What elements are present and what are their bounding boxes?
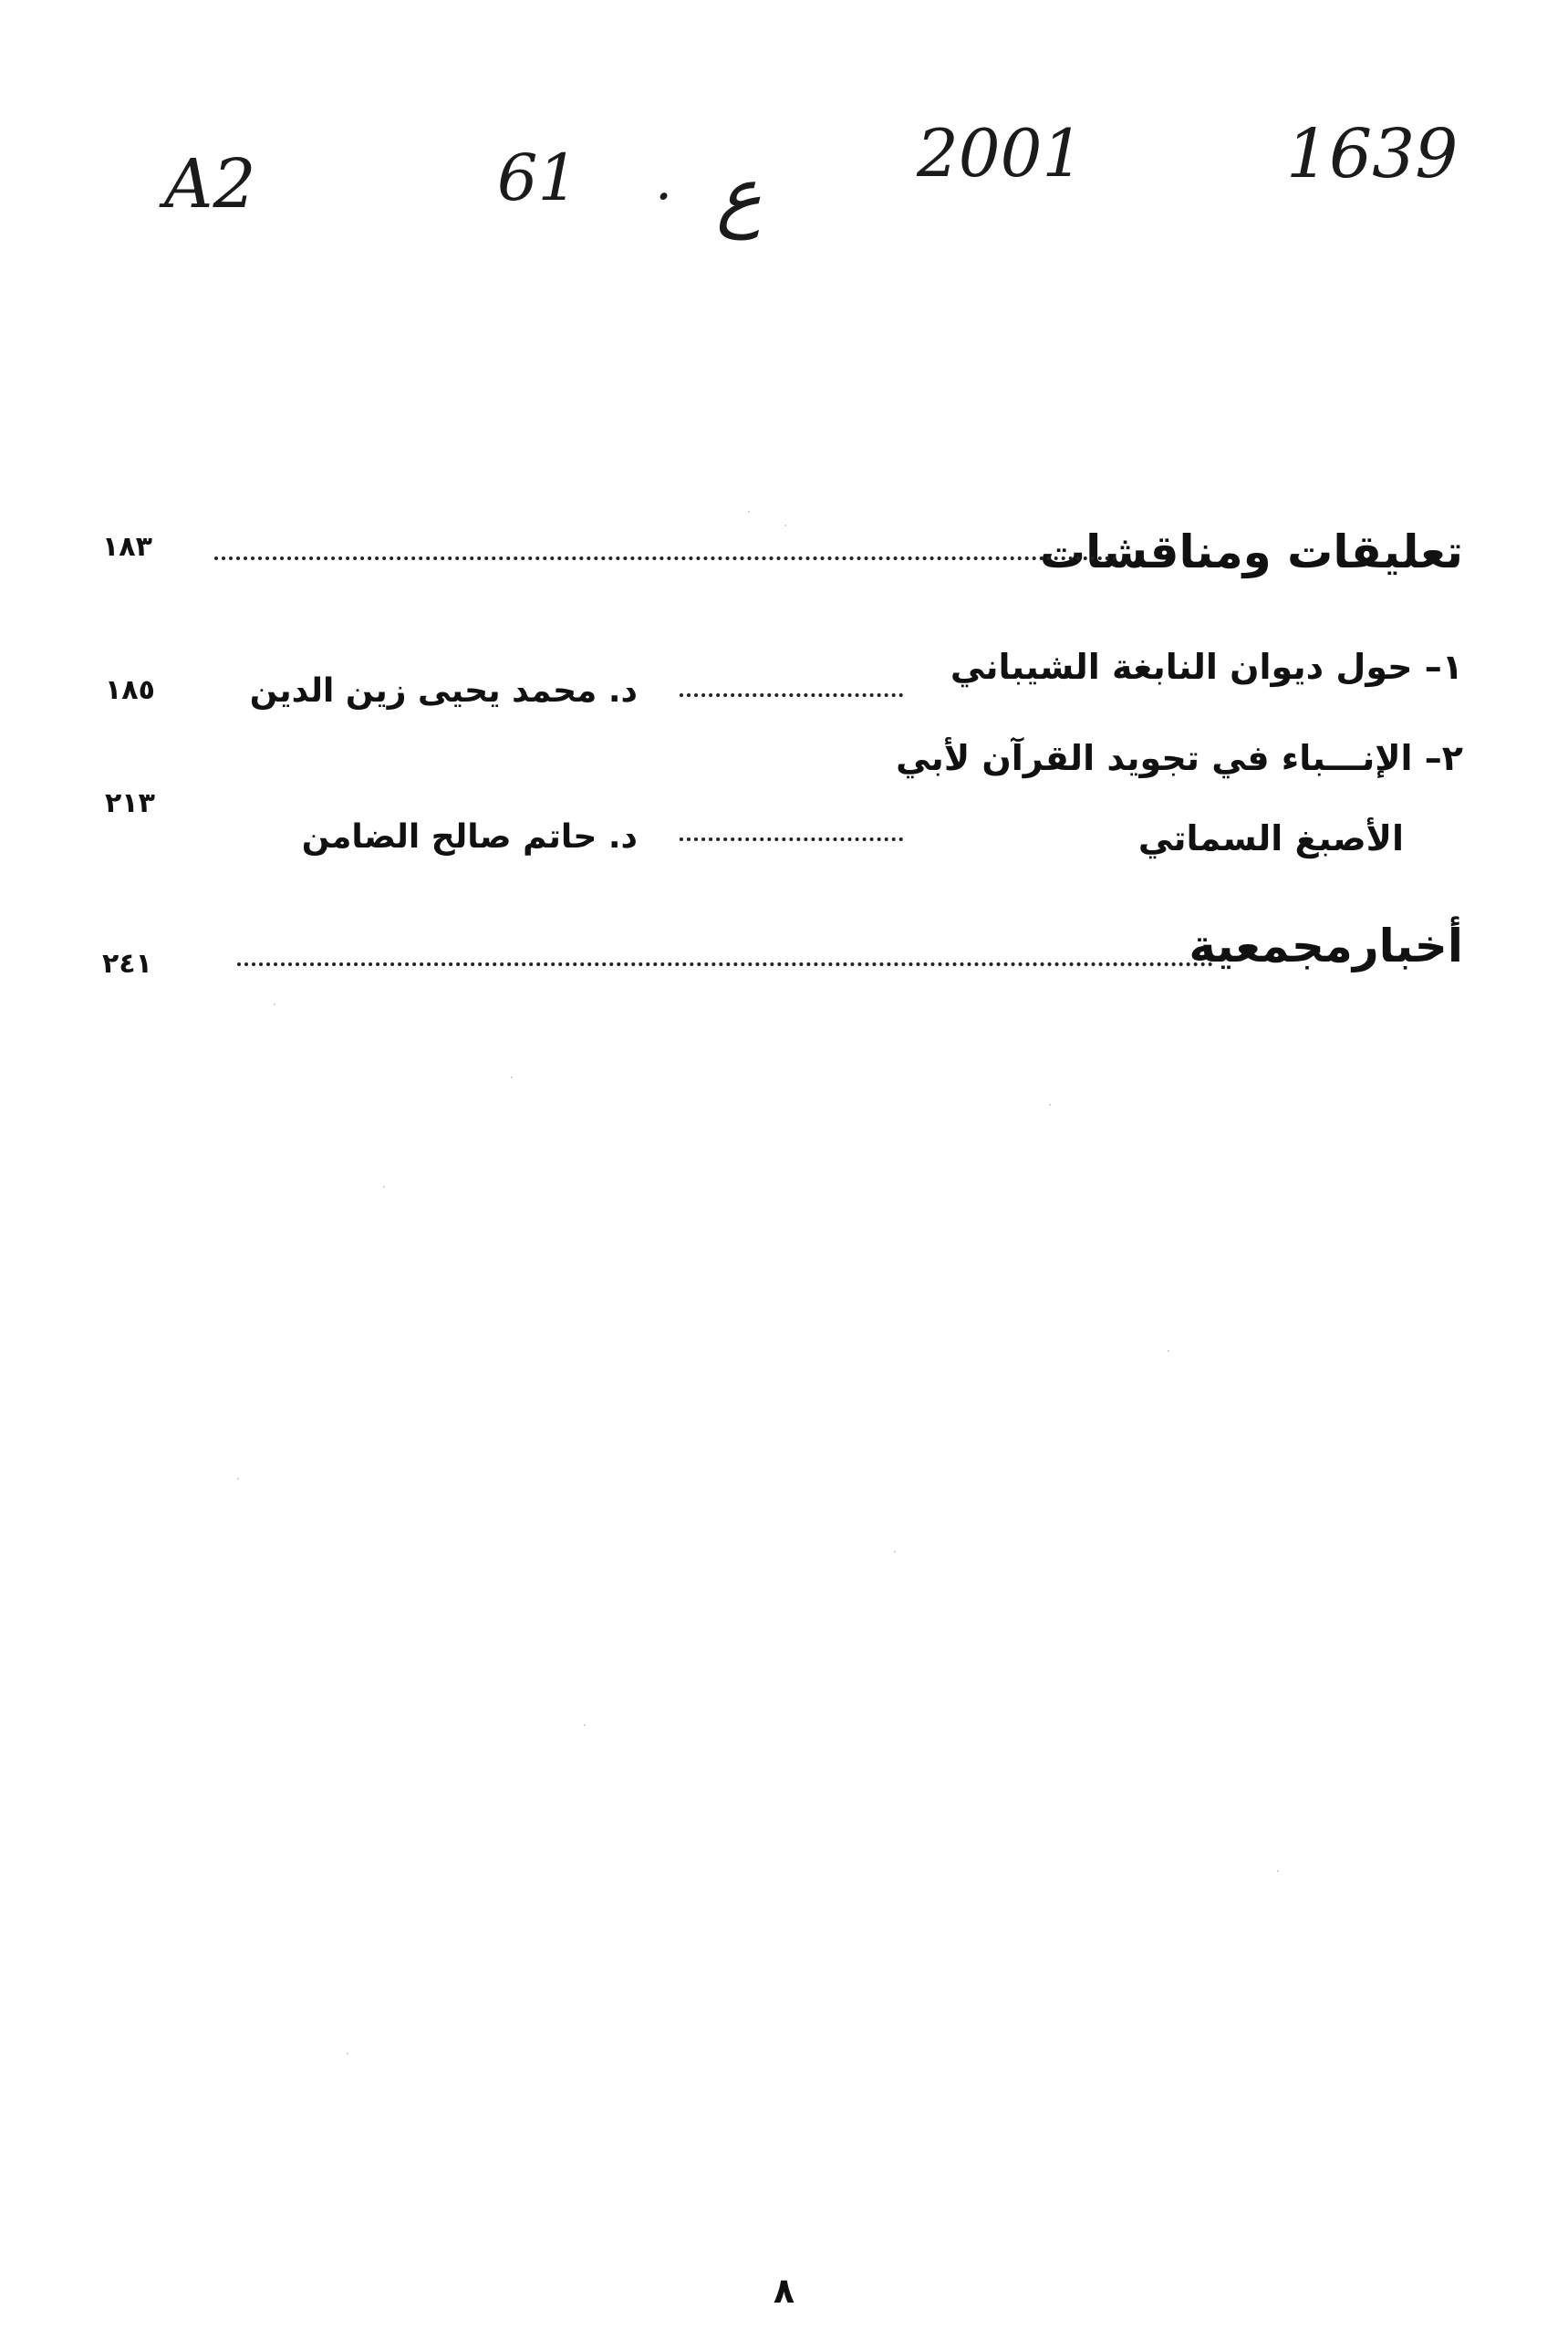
scan-speck — [748, 511, 750, 513]
scan-speck — [894, 1551, 896, 1553]
toc-item-author: د. حاتم صالح الضامن — [301, 818, 638, 856]
scan-speck — [1277, 1870, 1279, 1872]
toc-item-title-line-1: ٢– الإنـــباء في تجويد القرآن لأبي — [896, 738, 1463, 778]
scan-speck — [237, 1478, 239, 1480]
toc-item-author: د. محمد يحيى زين الدين — [249, 672, 638, 710]
page-number: ١٨٥ — [105, 674, 155, 706]
handwritten-note-1: A2 — [164, 145, 256, 224]
toc-item-title: ١– حول ديوان النابغة الشيباني — [950, 647, 1463, 687]
footer-page-number: ٨ — [773, 2271, 795, 2311]
scan-speck — [784, 525, 786, 526]
scan-speck — [511, 1076, 513, 1078]
handwritten-note-2: 61 — [497, 140, 579, 215]
toc-heading-comments: تعليقات ومناقشات — [1039, 525, 1463, 578]
page-number: ١٨٣ — [102, 531, 152, 563]
scan-speck — [584, 1724, 586, 1726]
handwritten-note-6: 1639 — [1286, 115, 1459, 193]
handwritten-note-5: 2001 — [917, 115, 1085, 192]
scan-speck — [274, 1003, 275, 1005]
toc-item-title-line-2: الأصبغ السماتي — [1137, 818, 1404, 858]
dot-leader — [680, 693, 903, 697]
dot-leader — [214, 556, 1117, 560]
toc-heading-news: أخبارمجمعية — [1189, 920, 1463, 972]
scan-speck — [1168, 1350, 1169, 1352]
scan-speck — [347, 2053, 348, 2054]
page-number: ٢٤١ — [102, 948, 152, 980]
page-number: ٢١٣ — [105, 787, 155, 819]
handwritten-note-3: . — [655, 149, 673, 213]
dot-leader — [237, 962, 1213, 966]
scan-speck — [383, 1186, 385, 1188]
handwritten-note-4: ع — [716, 151, 763, 240]
dot-leader — [680, 837, 903, 841]
scan-speck — [1049, 1104, 1051, 1106]
